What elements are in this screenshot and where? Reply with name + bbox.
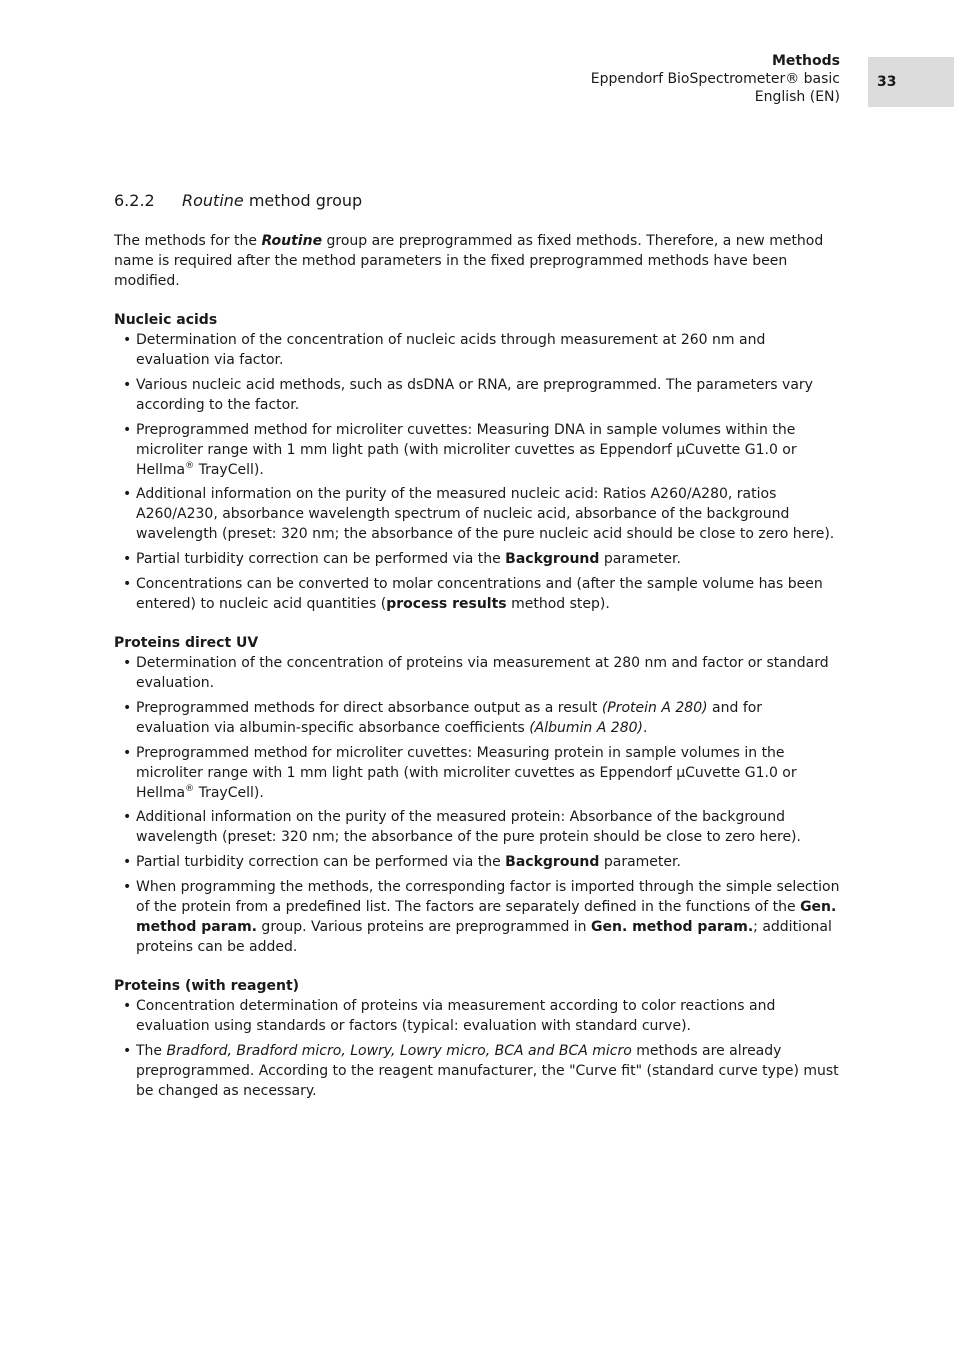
param-name: Gen. method param. [136, 898, 837, 935]
subheading-nucleic-acids: Nucleic acids [114, 312, 218, 328]
proteins-reagent-list [114, 996, 840, 1101]
registered-mark: ® [185, 460, 195, 471]
item-text: Concentration determination of proteins via measurement according to color reactions and evaluation using standards or factors (typical: evaluation with standard curve). [136, 997, 776, 1034]
list-item [114, 698, 840, 738]
section-title-italic: Routine [182, 191, 244, 210]
page-number-tab [868, 57, 954, 107]
list-item [114, 1041, 840, 1101]
list-item [114, 807, 840, 847]
section-heading [114, 190, 840, 212]
list-item [114, 996, 840, 1036]
item-text: The [136, 1042, 167, 1059]
item-text: TrayCell). [194, 461, 264, 478]
intro-emphasis: Routine [261, 233, 323, 249]
item-text: methods are already preprogrammed. According to the reagent manufacturer, the "Curve fit" (standard curve type) must be changed as necessary. [136, 1042, 839, 1099]
item-text: Preprogrammed method for microliter cuvettes: Measuring protein in sample volumes in the microliter range with 1 mm light path (with microliter cuvettes as Eppendorf µCuvette G1.0 or Hellma [136, 744, 797, 801]
nucleic-acids-list [114, 330, 840, 614]
item-text: Various nucleic acid methods, such as dsDNA or RNA, are preprogrammed. The parameters vary according to the factor. [136, 376, 813, 413]
section-number: 6.2.2 [114, 191, 155, 210]
item-text: . [642, 719, 648, 736]
item-text: ; additional proteins can be added. [136, 918, 832, 955]
list-item [114, 375, 840, 415]
main-content [114, 190, 840, 1120]
running-header [591, 52, 840, 106]
param-name: Background [505, 551, 600, 568]
item-text: Preprogrammed method for microliter cuvettes: Measuring DNA in sample volumes within the microliter range with 1 mm light path (with microliter cuvettes as Eppendorf µCuvette G1.0 or Hellma [136, 421, 797, 478]
section-title-rest: method group [243, 191, 363, 210]
method-names: Bradford, Bradford micro, Lowry, Lowry micro, BCA and BCA micro [166, 1042, 632, 1059]
subheading-proteins-with-reagent: Proteins (with reagent) [114, 977, 300, 994]
item-text: Determination of the concentration of nucleic acids through measurement at 260 nm and evaluation via factor. [136, 332, 766, 368]
item-text: Partial turbidity correction can be performed via the [136, 854, 506, 871]
list-item [114, 852, 840, 872]
intro-text: group are preprogrammed as fixed methods. Therefore, a new method name is required after the method parameters in the fixed preprogrammed methods have been modified. [114, 233, 824, 289]
item-text: When programming the methods, the corresponding factor is imported through the simple selection of the protein from a predefined list. The factors are separately defined in the functions of the [136, 878, 840, 915]
param-name: process results [386, 595, 507, 612]
item-text: parameter. [599, 551, 681, 568]
list-item [114, 549, 840, 569]
list-item [114, 574, 840, 614]
chapter-title: Methods [771, 53, 840, 69]
item-text: Preprogrammed methods for direct absorbance output as a result [136, 699, 602, 716]
registered-mark: ® [185, 783, 195, 794]
method-name: (Albumin A 280) [529, 719, 643, 736]
method-name: (Protein A 280) [601, 699, 708, 716]
item-text: Additional information on the purity of the measured protein: Absorbance of the background wavelength (preset: 320 nm; the absorbance of the pure protein should be close to zero here). [136, 809, 801, 846]
list-item [114, 420, 840, 480]
item-text: Additional information on the purity of the measured nucleic acid: Ratios A260/A280, ratios A260/A230, absorbance wavelength spectrum of nucleic acid, absorbance of the background wavelength (preset: 320 nm; the absorbance of the pure nucleic acid should be close to zero here). [136, 486, 835, 543]
list-item [114, 743, 840, 803]
page-number: 33 [877, 74, 897, 90]
list-item [114, 877, 840, 957]
item-text: group. Various proteins are preprogrammed in [256, 918, 592, 935]
item-text: Concentrations can be converted to molar concentrations and (after the sample volume has been entered) to nucleic acid quantities ( [136, 575, 823, 612]
item-text: and for evaluation via albumin-specific absorbance coefficients [136, 699, 763, 736]
param-name: Background [505, 854, 600, 871]
intro-text: The methods for the [114, 233, 262, 249]
language-label: English (EN) [754, 89, 840, 105]
item-text: Partial turbidity correction can be performed via the [136, 551, 506, 568]
list-item [114, 484, 840, 544]
item-text: TrayCell). [194, 784, 264, 801]
proteins-uv-list [114, 653, 840, 957]
param-name: Gen. method param. [591, 918, 754, 935]
product-name: Eppendorf BioSpectrometer® basic [590, 71, 840, 87]
intro-paragraph [114, 231, 840, 291]
subheading-proteins-direct-uv: Proteins direct UV [114, 634, 259, 651]
list-item [114, 653, 840, 693]
item-text: Determination of the concentration of proteins via measurement at 280 nm and factor or standard evaluation. [136, 654, 829, 691]
item-text: parameter. [599, 854, 681, 871]
list-item [114, 330, 840, 370]
item-text: method step). [506, 595, 610, 612]
